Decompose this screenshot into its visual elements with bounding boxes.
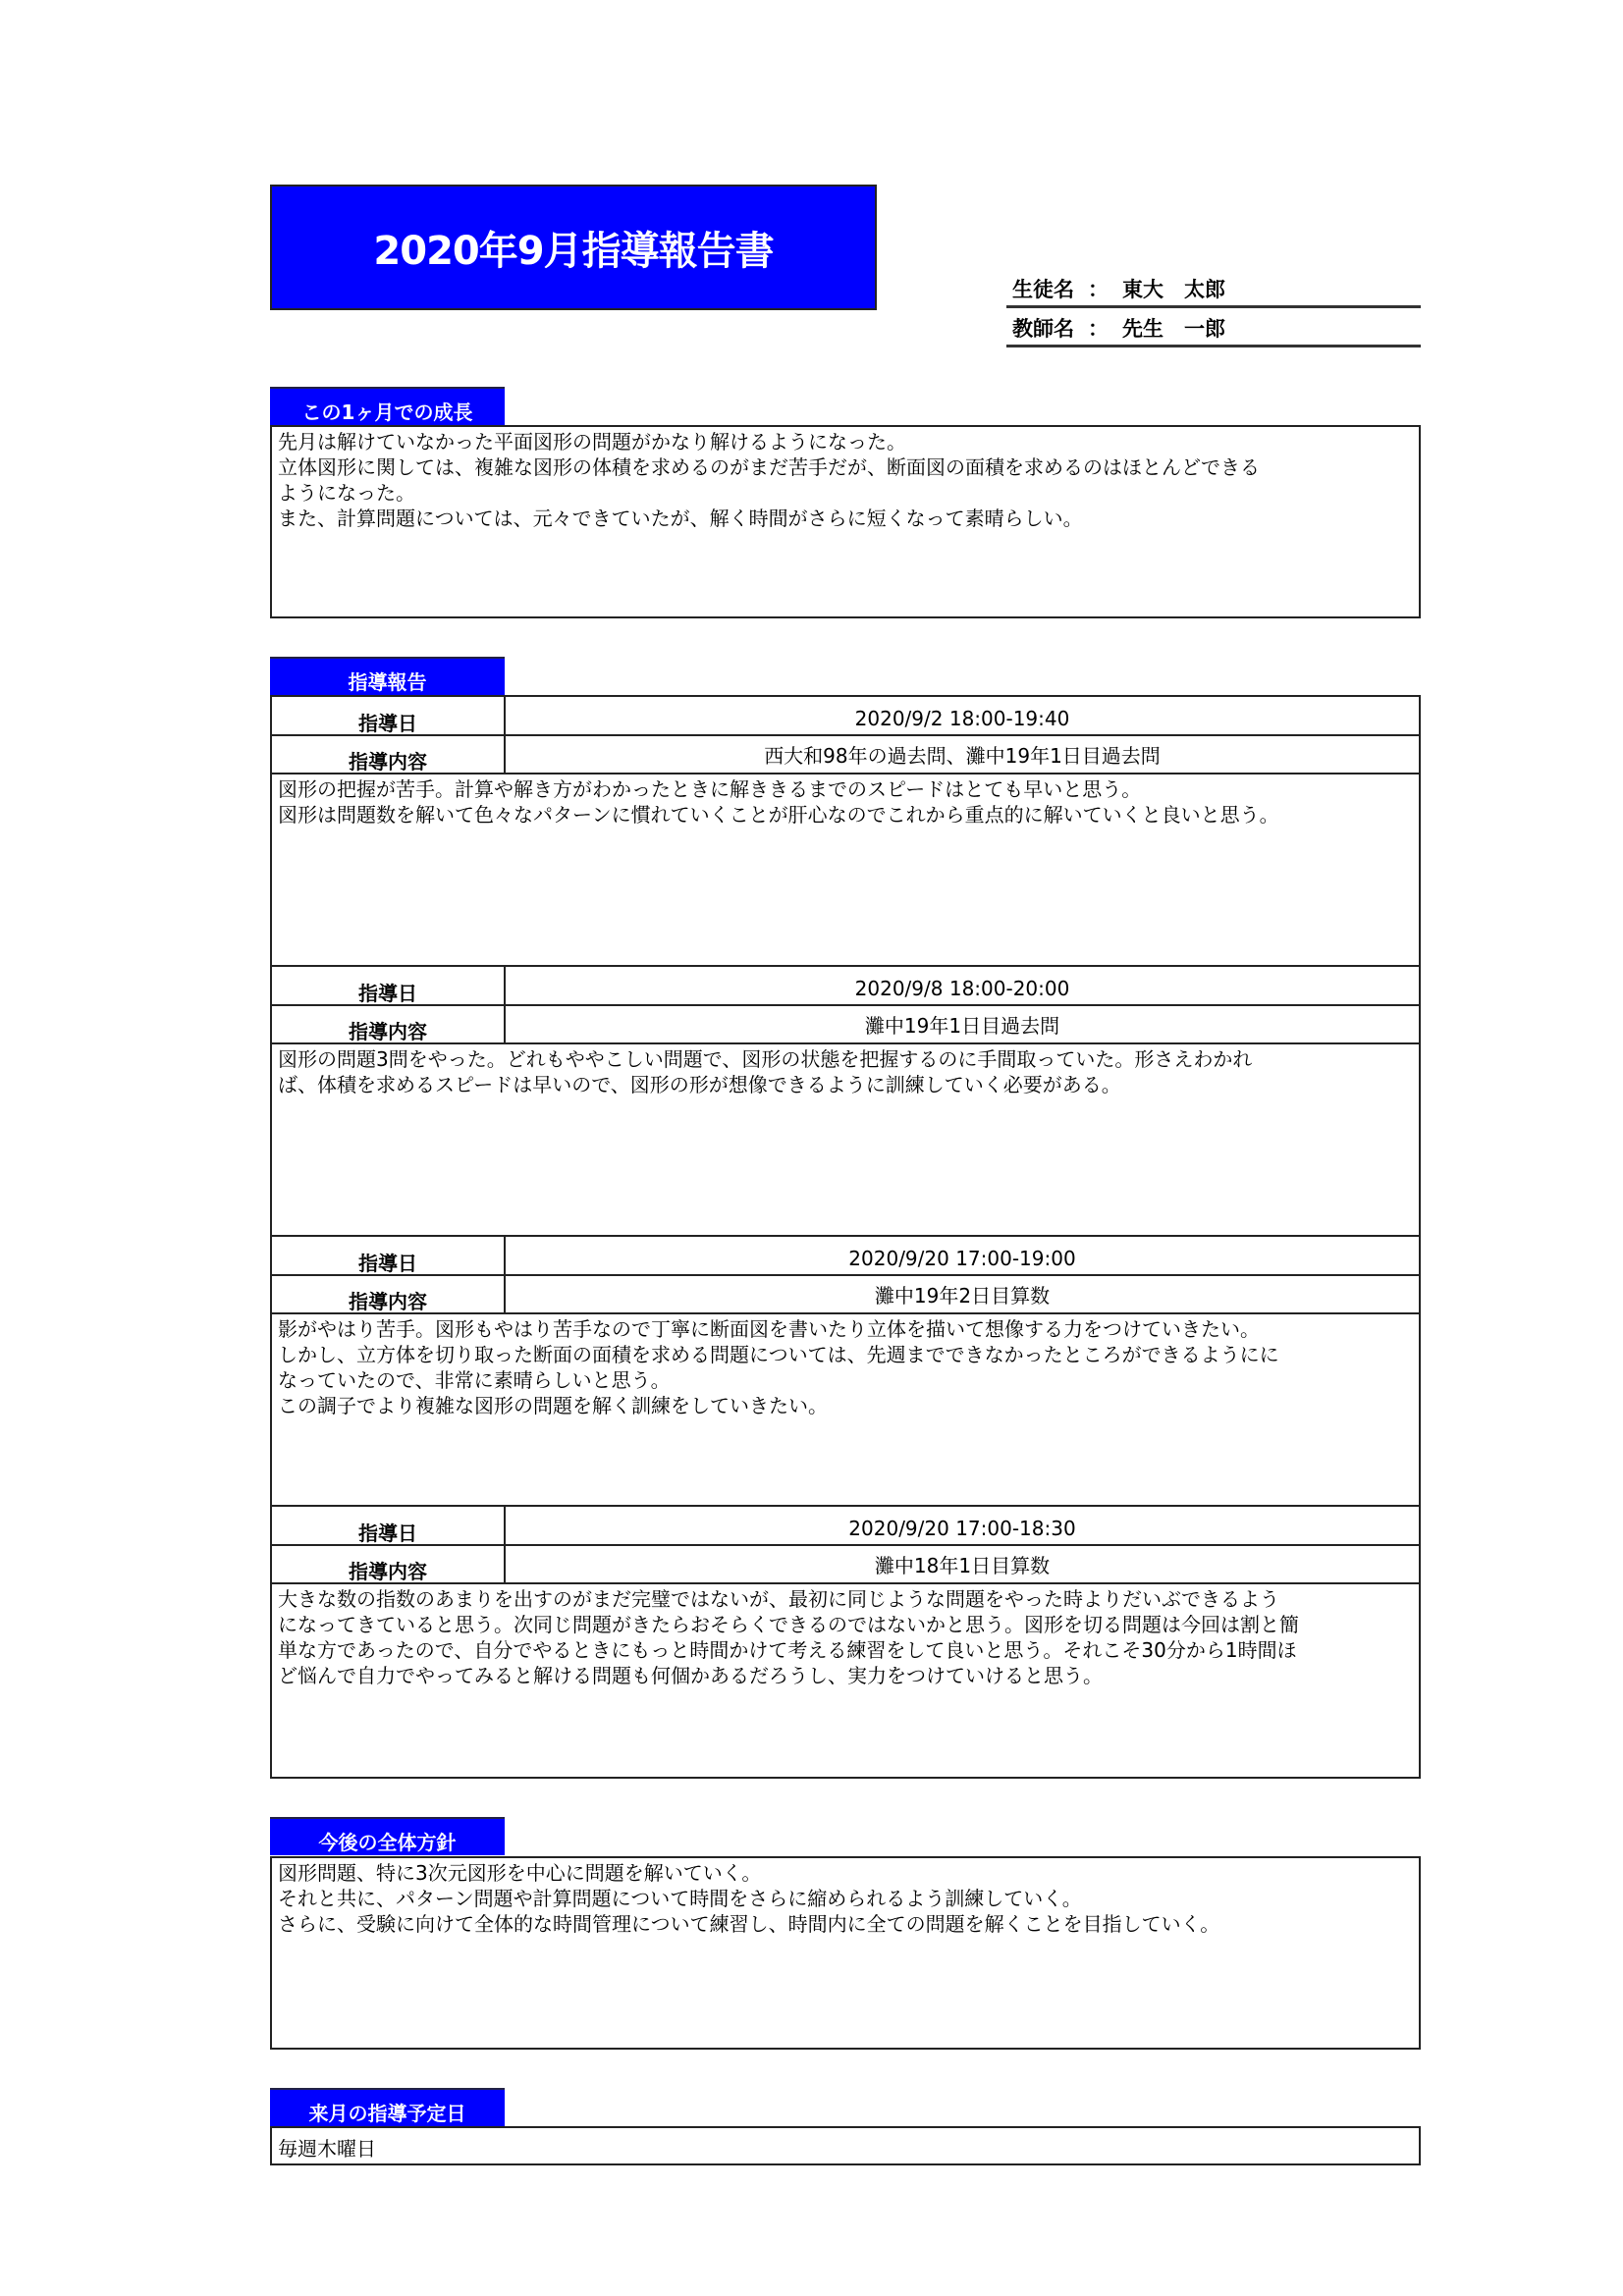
policy-line: さらに、受験に向けて全体的な時間管理について練習し、時間内に全ての問題を解くことを目指していく。 bbox=[278, 1912, 1220, 1936]
separator: ： bbox=[1088, 278, 1109, 301]
report-table bbox=[270, 695, 1421, 1779]
teacher-label: 教師名 bbox=[1012, 317, 1074, 341]
note-line: 図形の問題3問をやった。どれもややこしい問題で、図形の状態を把握するのに手間取っていた。形さえわかれ bbox=[278, 1047, 1253, 1071]
policy-line: 図形問題、特に3次元図形を中心に問題を解いていく。 bbox=[278, 1861, 762, 1885]
note-line: 図形は問題数を解いて色々なパターンに慣れていくことが肝心なのでこれから重点的に解いていくと良いと思う。 bbox=[278, 803, 1279, 827]
note-line: しかし、立方体を切り取った断面の面積を求める問題については、先週までできなかったところができるようにに bbox=[278, 1343, 1279, 1366]
report-entry bbox=[272, 967, 1419, 1237]
note-line: この調子でより複雑な図形の問題を解く訓練をしていきたい。 bbox=[278, 1394, 828, 1417]
date-label: 指導日 bbox=[272, 1507, 506, 1544]
content-label: 指導内容 bbox=[272, 736, 506, 773]
date-label: 指導日 bbox=[272, 697, 506, 734]
content-value: 西大和98年の過去問、灘中19年1日目過去問 bbox=[764, 744, 1161, 768]
content-label: 指導内容 bbox=[272, 1006, 506, 1042]
growth-line: 先月は解けていなかった平面図形の問題がかなり解けるようになった。 bbox=[278, 430, 906, 454]
note-line: になってきていると思う。次同じ問題がきたらおそらくできるのではないかと思う。図形を切る問題は今回は割と簡 bbox=[278, 1613, 1299, 1636]
content-value: 灘中19年1日目過去問 bbox=[864, 1014, 1060, 1038]
date-label: 指導日 bbox=[272, 1237, 506, 1274]
content-value: 灘中18年1日目算数 bbox=[874, 1554, 1051, 1577]
date-value: 2020/9/20 17:00-18:30 bbox=[848, 1517, 1076, 1540]
date-value: 2020/9/20 17:00-19:00 bbox=[848, 1247, 1076, 1270]
schedule-value: 毎週木曜日 bbox=[278, 2137, 376, 2161]
report-entry bbox=[272, 1507, 1419, 1777]
teacher-name-field bbox=[1006, 312, 1421, 347]
student-name: 東大 太郎 bbox=[1122, 278, 1225, 301]
growth-line: 立体図形に関しては、複雑な図形の体積を求めるのがまだ苦手だが、断面図の面積を求めるのはほとんどできる bbox=[278, 455, 1260, 479]
date-label: 指導日 bbox=[272, 967, 506, 1004]
growth-line: ようになった。 bbox=[278, 481, 415, 505]
teacher-name: 先生 一郎 bbox=[1122, 317, 1225, 341]
report-entry bbox=[272, 697, 1419, 967]
note-line: 図形の把握が苦手。計算や解き方がわかったときに解ききるまでのスピードはとても早いと思う。 bbox=[278, 777, 1142, 801]
growth-heading: この1ヶ月での成長 bbox=[270, 387, 505, 425]
report-title: 2020年9月指導報告書 bbox=[373, 228, 774, 274]
date-value: 2020/9/8 18:00-20:00 bbox=[854, 977, 1070, 1000]
note-line: ば、体積を求めるスピードは早いので、図形の形が想像できるように訓練していく必要がある。 bbox=[278, 1073, 1121, 1096]
content-label: 指導内容 bbox=[272, 1276, 506, 1312]
policy-heading: 今後の全体方針 bbox=[270, 1817, 505, 1855]
growth-line: また、計算問題については、元々できていたが、解く時間がさらに短くなって素晴らしい。 bbox=[278, 507, 1083, 530]
growth-text-box bbox=[270, 425, 1421, 618]
separator: ： bbox=[1088, 317, 1109, 341]
schedule-box bbox=[270, 2126, 1421, 2165]
note-line: ど悩んで自力でやってみると解ける問題も何個かあるだろうし、実力をつけていけると思う。 bbox=[278, 1664, 1103, 1687]
report-notes bbox=[272, 774, 1419, 965]
policy-line: それと共に、パターン問題や計算問題について時間をさらに縮められるよう訓練していく。 bbox=[278, 1887, 1082, 1910]
student-name-field bbox=[1006, 273, 1421, 308]
report-notes bbox=[272, 1584, 1419, 1777]
report-heading: 指導報告 bbox=[270, 657, 505, 695]
note-line: 単な方であったので、自分でやるときにもっと時間かけて考える練習をして良いと思う。それこそ30分から1時間ほ bbox=[278, 1638, 1297, 1662]
policy-text-box bbox=[270, 1856, 1421, 2050]
report-entry bbox=[272, 1237, 1419, 1507]
content-label: 指導内容 bbox=[272, 1546, 506, 1582]
report-notes bbox=[272, 1044, 1419, 1235]
student-label: 生徒名 bbox=[1012, 278, 1074, 301]
note-line: 影がやはり苦手。図形もやはり苦手なので丁寧に断面図を書いたり立体を描いて想像する力をつけていきたい。 bbox=[278, 1317, 1260, 1341]
content-value: 灘中19年2日目算数 bbox=[874, 1284, 1051, 1308]
note-line: 大きな数の指数のあまりを出すのがまだ完璧ではないが、最初に同じような問題をやった時よりだいぶできるよう bbox=[278, 1587, 1279, 1611]
report-title-banner bbox=[270, 185, 877, 310]
note-line: なっていたので、非常に素晴らしいと思う。 bbox=[278, 1368, 671, 1392]
report-notes bbox=[272, 1314, 1419, 1505]
schedule-heading: 来月の指導予定日 bbox=[270, 2088, 505, 2126]
date-value: 2020/9/2 18:00-19:40 bbox=[854, 707, 1070, 730]
